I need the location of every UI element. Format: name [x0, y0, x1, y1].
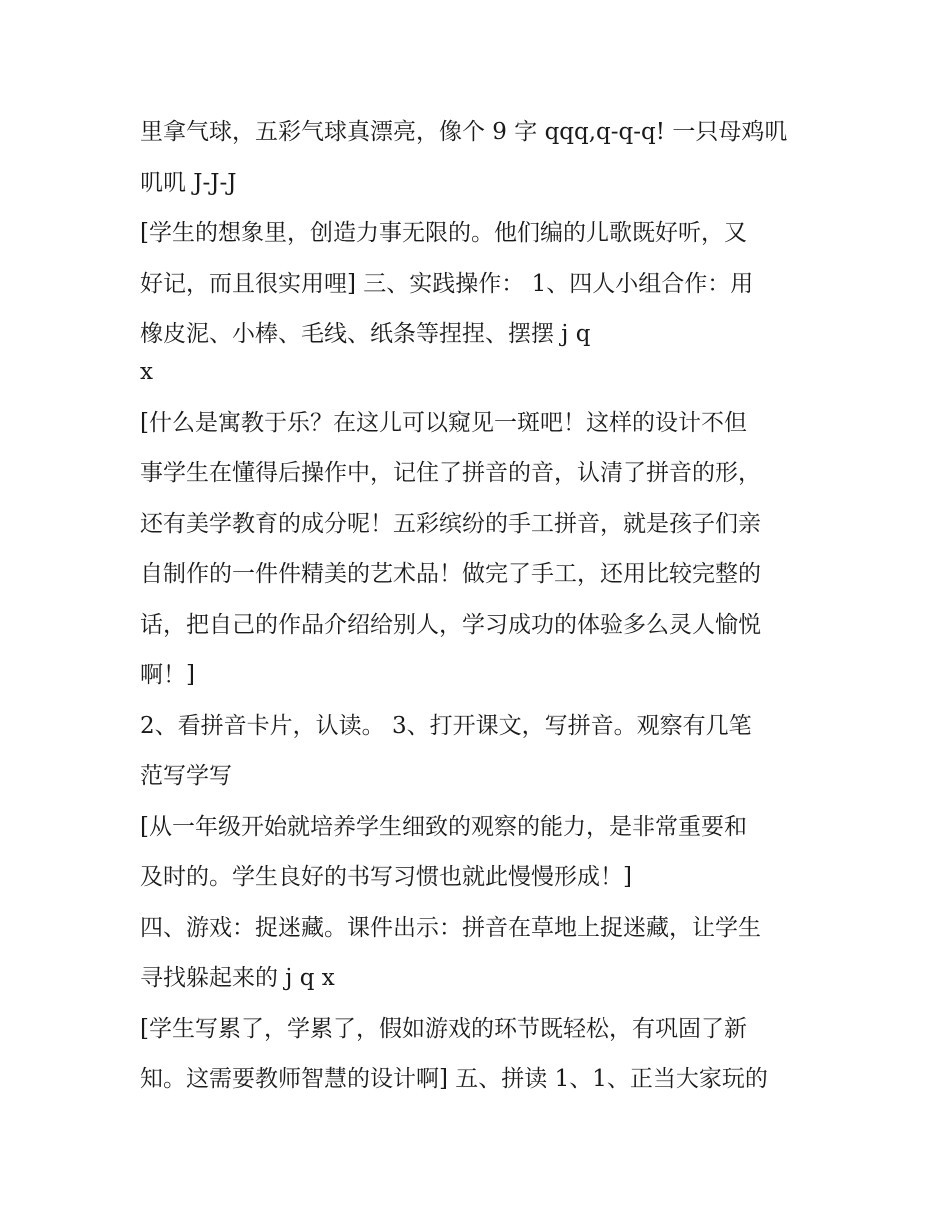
- text-line: 及时的。学生良好的书写习惯也就此慢慢形成！]: [140, 864, 632, 890]
- text-line: [学生写累了，学累了，假如游戏的环节既轻松，有巩固了新: [140, 1015, 747, 1042]
- text-line: 橡皮泥、小棒、毛线、纸条等捏捏、摆摆 j q: [140, 321, 591, 347]
- text-line: 寻找躲起来的 j q x: [140, 965, 335, 991]
- text-line: 知。这需要教师智慧的设计啊] 五、拼读 1、1、正当大家玩的: [140, 1066, 768, 1092]
- text-line: 里拿气球，五彩气球真漂亮，像个 9 字 qqq,q-q-q! 一只母鸡叽: [140, 119, 788, 145]
- text-line: [从一年级开始就培养学生细致的观察的能力，是非常重要和: [140, 813, 747, 840]
- body-text: [140, 107, 820, 1105]
- text-line: x: [140, 359, 153, 385]
- text-line: 四、游戏：捉迷藏。课件出示：拼音在草地上捉迷藏，让学生: [140, 914, 761, 941]
- text-line: 还有美学教育的成分呢！五彩缤纷的手工拼音，就是孩子们亲: [140, 510, 761, 537]
- text-line: 啊！]: [140, 662, 195, 688]
- text-line: 叽叽 J-J-J: [140, 169, 237, 196]
- text-line: [学生的想象里，创造力事无限的。他们编的儿歌既好听，又: [140, 220, 747, 246]
- text-line: 范写学写: [140, 763, 232, 789]
- text-line: 好记，而且很实用哩] 三、实践操作： 1、四人小组合作：用: [140, 270, 754, 297]
- text-line: 话，把自己的作品介绍给别人，学习成功的体验多么灵人愉悦: [140, 611, 761, 638]
- text-line: 事学生在懂得后操作中，记住了拼音的音，认清了拼音的形，: [140, 460, 761, 486]
- text-line: 自制作的一件件精美的艺术品！做完了手工，还用比较完整的: [140, 561, 761, 587]
- text-line: [什么是寓教于乐？在这儿可以窥见一斑吧！这样的设计不但: [140, 409, 747, 436]
- text-line: 2、看拼音卡片，认读。 3、打开课文，写拼音。观察有几笔: [140, 712, 752, 739]
